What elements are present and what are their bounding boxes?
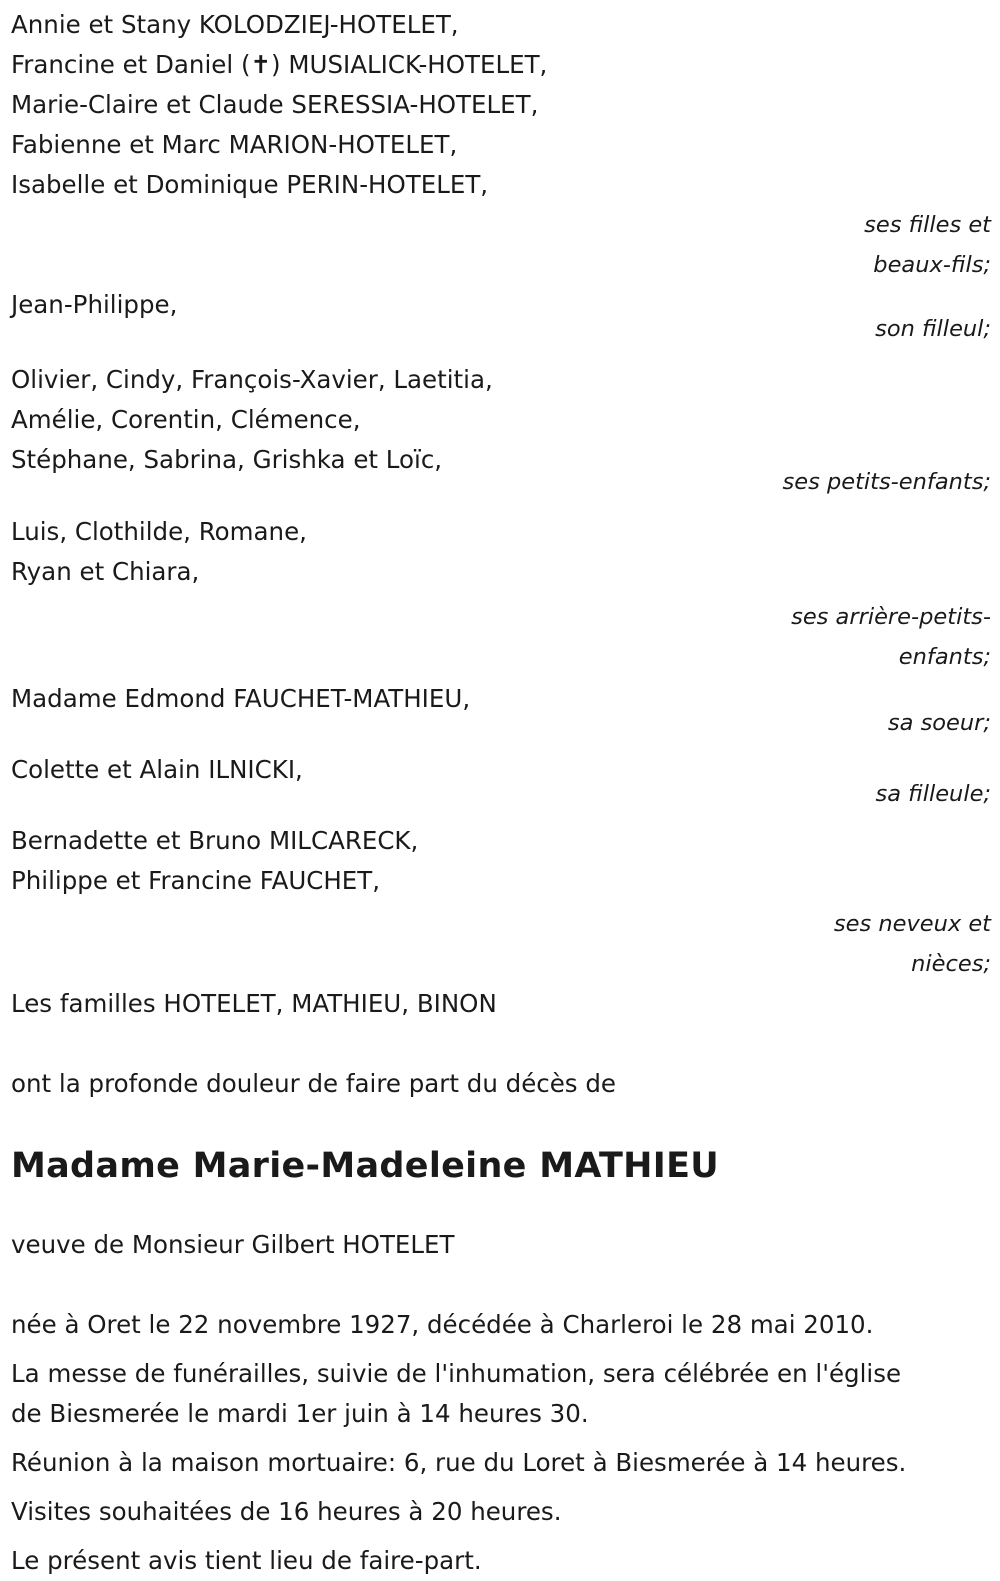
family-name-line: Colette et Alain ILNICKI, [11, 755, 303, 784]
family-name-line: Fabienne et Marc MARION-HOTELET, [11, 130, 458, 159]
relation-label [11, 205, 991, 285]
funeral-info [11, 1354, 991, 1434]
other-families: Les familles HOTELET, MATHIEU, BINON [11, 989, 497, 1018]
relation-line: sa filleule; [875, 781, 991, 807]
relation-label [11, 597, 991, 677]
relation-line: ses arrière-petits- [791, 604, 991, 630]
relation-line: ses petits-enfants; [782, 469, 991, 495]
family-name-line: Bernadette et Bruno MILCARECK, [11, 826, 419, 855]
family-group-goddaughter [11, 750, 991, 814]
family-group-grandchildren [11, 360, 991, 502]
family-name-line: Marie-Claire et Claude SERESSIA-HOTELET, [11, 90, 539, 119]
family-group-nephews-nieces [11, 821, 991, 984]
family-name-line: Olivier, Cindy, François-Xavier, Laetitia, [11, 365, 493, 394]
family-name-line: Ryan et Chiara, [11, 557, 200, 586]
relation-line: enfants; [898, 644, 991, 670]
gathering-info: Réunion à la maison mortuaire: 6, rue du Loret à Biesmerée à 14 heures. [11, 1448, 907, 1477]
relation-line: nièces; [911, 951, 991, 977]
widow-of: veuve de Monsieur Gilbert HOTELET [11, 1230, 455, 1259]
family-name-line: Annie et Stany KOLODZIEJ-HOTELET, [11, 10, 459, 39]
birth-death: née à Oret le 22 novembre 1927, décédée à Charleroi le 28 mai 2010. [11, 1310, 874, 1339]
family-group-sister [11, 679, 991, 743]
family-group-godson [11, 285, 991, 349]
deceased-name: Madame Marie-Madeleine MATHIEU [11, 1146, 720, 1186]
family-name-line: Amélie, Corentin, Clémence, [11, 405, 361, 434]
family-name-line: Stéphane, Sabrina, Grishka et Loïc, [11, 445, 443, 474]
family-names [11, 821, 991, 901]
obituary-notice [11, 0, 991, 1581]
family-name-line: Madame Edmond FAUCHET-MATHIEU, [11, 684, 471, 713]
family-name-line: Jean-Philippe, [11, 290, 178, 319]
relation-line: beaux-fils; [873, 252, 991, 278]
family-name-line: Francine et Daniel (✝) MUSIALICK-HOTELET, [11, 50, 548, 79]
family-name-line: Isabelle et Dominique PERIN-HOTELET, [11, 170, 489, 199]
announcement: ont la profonde douleur de faire part du décès de [11, 1069, 616, 1098]
visits-info: Visites souhaitées de 16 heures à 20 heures. [11, 1497, 562, 1526]
funeral-line: La messe de funérailles, suivie de l'inhumation, sera célébrée en l'église [11, 1359, 902, 1388]
family-group-great-grandchildren [11, 512, 991, 677]
relation-line: ses filles et [864, 212, 991, 238]
family-group-daughters [11, 5, 991, 285]
family-names [11, 512, 991, 592]
relation-label [11, 904, 991, 984]
closing-note: Le présent avis tient lieu de faire-part. [11, 1546, 482, 1575]
funeral-line: de Biesmerée le mardi 1er juin à 14 heures 30. [11, 1399, 589, 1428]
family-name-line: Luis, Clothilde, Romane, [11, 517, 307, 546]
relation-line: ses neveux et [833, 911, 991, 937]
relation-line: sa soeur; [887, 710, 991, 736]
family-names [11, 5, 991, 205]
family-name-line: Philippe et Francine FAUCHET, [11, 866, 381, 895]
relation-line: son filleul; [875, 316, 991, 342]
